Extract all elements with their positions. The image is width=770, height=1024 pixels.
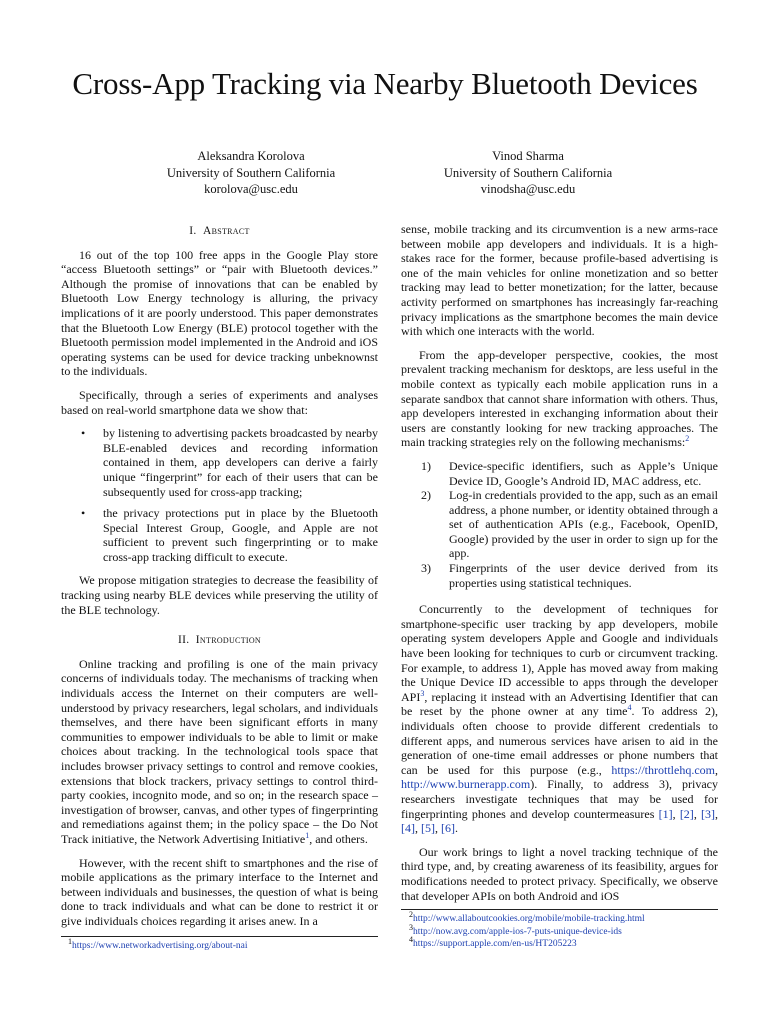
citation-link[interactable]: [1]: [658, 806, 673, 821]
list-item: 3) Fingerprints of the user device derived from its properties using statistical techniques.: [421, 561, 718, 590]
intro-paragraph: However, with the recent shift to smartphones and the rise of mobile applications as the primary interface to the Internet and between individuals and businesses, the question of what is being done to track individuals and what can be done to restrict it or give individuals choices regarding it arises anew. In a: [61, 855, 378, 928]
citation-link[interactable]: [6]: [441, 821, 455, 836]
author-name: Vinod Sharma: [492, 149, 564, 163]
abstract-paragraph: Specifically, through a series of experiments and analyses based on real-world smartphone data we show that:: [61, 387, 378, 417]
footnote-ref[interactable]: 1: [305, 830, 310, 840]
footnote: $^4$https://support.apple.com/en-us/HT205223: [409, 934, 577, 949]
body-paragraph: Our work brings to light a novel tracking technique of the third type, and, by creating awareness of its feasibility, argues for modifications needed to protect privacy. Specifically, we observe that developer APIs on both Android and iOS: [401, 844, 718, 903]
list-item: 2) Log-in credentials provided to the app, such as an email address, a phone number, or identity obtained through a set of authentication APIs (e.g., Facebook, OpenID, Google) provided by the user in order to sign up for the app.: [421, 488, 718, 561]
footnote-link[interactable]: https://www.networkadvertising.org/about-nai: [72, 941, 248, 951]
section-heading-abstract: I. Abstract: [189, 225, 250, 237]
author-affiliation: University of Southern California: [166, 165, 336, 180]
author-name: Aleksandra Korolova: [197, 149, 305, 163]
throttle-link[interactable]: https://throttlehq.com: [611, 762, 715, 777]
tracking-mechanisms-list: [401, 459, 718, 590]
abstract-paragraph: We propose mitigation strategies to decrease the feasibility of tracking using nearby BLE devices while preserving the utility of the BLE technology.: [61, 573, 378, 617]
bullet-icon: •: [81, 426, 86, 441]
footnote: $^1$https://www.networkadvertising.org/about-nai: [68, 936, 248, 951]
burnerapp-link[interactable]: http://www.burnerapp.com: [401, 777, 531, 792]
list-item: • the privacy protections put in place by the Bluetooth Special Interest Group, Google, and Apple are not sufficient to prevent such fingerprinting or to make cross-app tracking difficult to execute.: [81, 506, 378, 564]
citation-link[interactable]: [5]: [421, 821, 435, 836]
body-paragraph: Concurrently to the development of techniques for smartphone-specific user tracking by app developers, mobile operating system developers Apple and Google and individuals have been looking for techniques to curb or circumvent tracking. For example, to address 1), Apple has moved away from making the Unique Device ID accessible to apps through the developer API$^3$, replacing it instead with an Advertising Identifier that can be reset by the phone owner at any time$^4$. To address 2), individuals often choose to provide different credentials to different apps, and numerous services have arisen to aid in the generation of one-time email addresses or phone numbers that can be used for this purpose (e.g., https://throttlehq.com, http://www.burnerapp.com). Finally, to address 3), privacy researchers investigate techniques that may be used for fingerprinting phones and develop countermeasures [1], [2], [3], [4], [5], [6].: [401, 602, 719, 836]
author-email: vinodsha@usc.edu: [480, 182, 576, 196]
author-block-1: [121, 148, 381, 198]
author-email: korolova@usc.edu: [204, 182, 298, 196]
section-heading-introduction: II. Introduction: [178, 634, 261, 647]
footnote-link[interactable]: http://www.allaboutcookies.org/mobile/mobile-tracking.html: [413, 914, 645, 924]
author-affiliation: University of Southern California: [443, 165, 613, 180]
footnote: $^3$http://now.avg.com/apple-ios-7-puts-unique-device-ids: [409, 922, 622, 937]
footnotes: [409, 909, 726, 951]
abstract-paragraph: 16 out of the top 100 free apps in the Google Play store “access Bluetooth settings” or “pair with Bluetooth devices.” Although the promise of innovations that can be enabled by Bluetooth Low Energy technology is alluring, the privacy implications of it are poorly understood. This paper demonstrates that the Bluetooth Low Energy (BLE) protocol together with the Bluetooth permission model implemented in the Android and iOS operating systems can be used for device tracking unbeknownst to the individuals.: [61, 247, 378, 379]
footnote-divider: [61, 936, 378, 937]
footnote: $^2$http://www.allaboutcookies.org/mobile/mobile-tracking.html: [409, 909, 645, 924]
author-block-2: [398, 148, 658, 198]
citation-link[interactable]: [2]: [679, 806, 694, 821]
intro-paragraph: Online tracking and profiling is one of the main privacy concerns of individuals today. The mechanisms of tracking when individuals access the Internet on their computers are well-understood by privacy researchers, legal scholars, and individuals themselves, and there have been significant efforts in many communities to empower individuals to be able to limit or make choices about tracking. In the technological tools space that includes browser privacy settings to control and remove cookies, extensions that block trackers, privacy settings to control third-party cookies, incognito mode, and so on; in the research space – investigation of browser, canvas, and other types of fingerprinting and remediations against them; in the policy space – the Do Not Track initiative, the Network Advertising Initiative$^1$, and others.: [61, 656, 378, 846]
footnote-ref[interactable]: 4: [627, 703, 632, 713]
bullet-icon: •: [81, 506, 86, 521]
footnote-link[interactable]: http://now.avg.com/apple-ios-7-puts-unique-device-ids: [413, 926, 622, 937]
citation-link[interactable]: [3]: [701, 806, 716, 821]
right-column: [401, 222, 718, 912]
body-paragraph: sense, mobile tracking and its circumvention is a new arms-race between mobile app developers and individuals. It is a high-stakes race for the former, because profile-based advertising is one of the main vehicles for online monetization and so better tracking may lead to better monetization; for the latter, because activity performed on smartphones has increasingly far-reaching privacy implications as the smartphone becomes the main device with which one interacts with the world.: [401, 222, 718, 339]
footnote-ref[interactable]: 2: [685, 434, 690, 444]
left-column: [61, 222, 378, 938]
list-item: 1) Device-specific identifiers, such as Apple’s Unique Device ID, Google’s Android ID, MAC address, etc.: [421, 458, 718, 488]
footnote-link[interactable]: https://support.apple.com/en-us/HT205223: [413, 939, 577, 949]
body-paragraph: From the app-developer perspective, cookies, the most prevalent tracking mechanism for desktops, are less useful in the mobile context as typically each mobile application runs in a separate sandbox that cannot share information with others. Thus, app developers interested in exchanging information about their users are constantly looking for new tracking approaches. The main tracking strategies rely on the following mechanisms:$^2$: [401, 347, 718, 450]
footnote-ref[interactable]: 3: [420, 688, 425, 698]
citation-link[interactable]: [4]: [401, 821, 415, 836]
list-item: • by listening to advertising packets broadcasted by nearby BLE-enabled devices and recording information contained in them, app developers can derive a fairly unique “fingerprint” for each of their users that can be subsequently used for cross-app tracking;: [81, 426, 378, 499]
footnote-divider: [401, 909, 718, 910]
paper-title: Cross-App Tracking via Nearby Bluetooth Devices: [72, 66, 698, 101]
contribution-list: [61, 426, 378, 564]
